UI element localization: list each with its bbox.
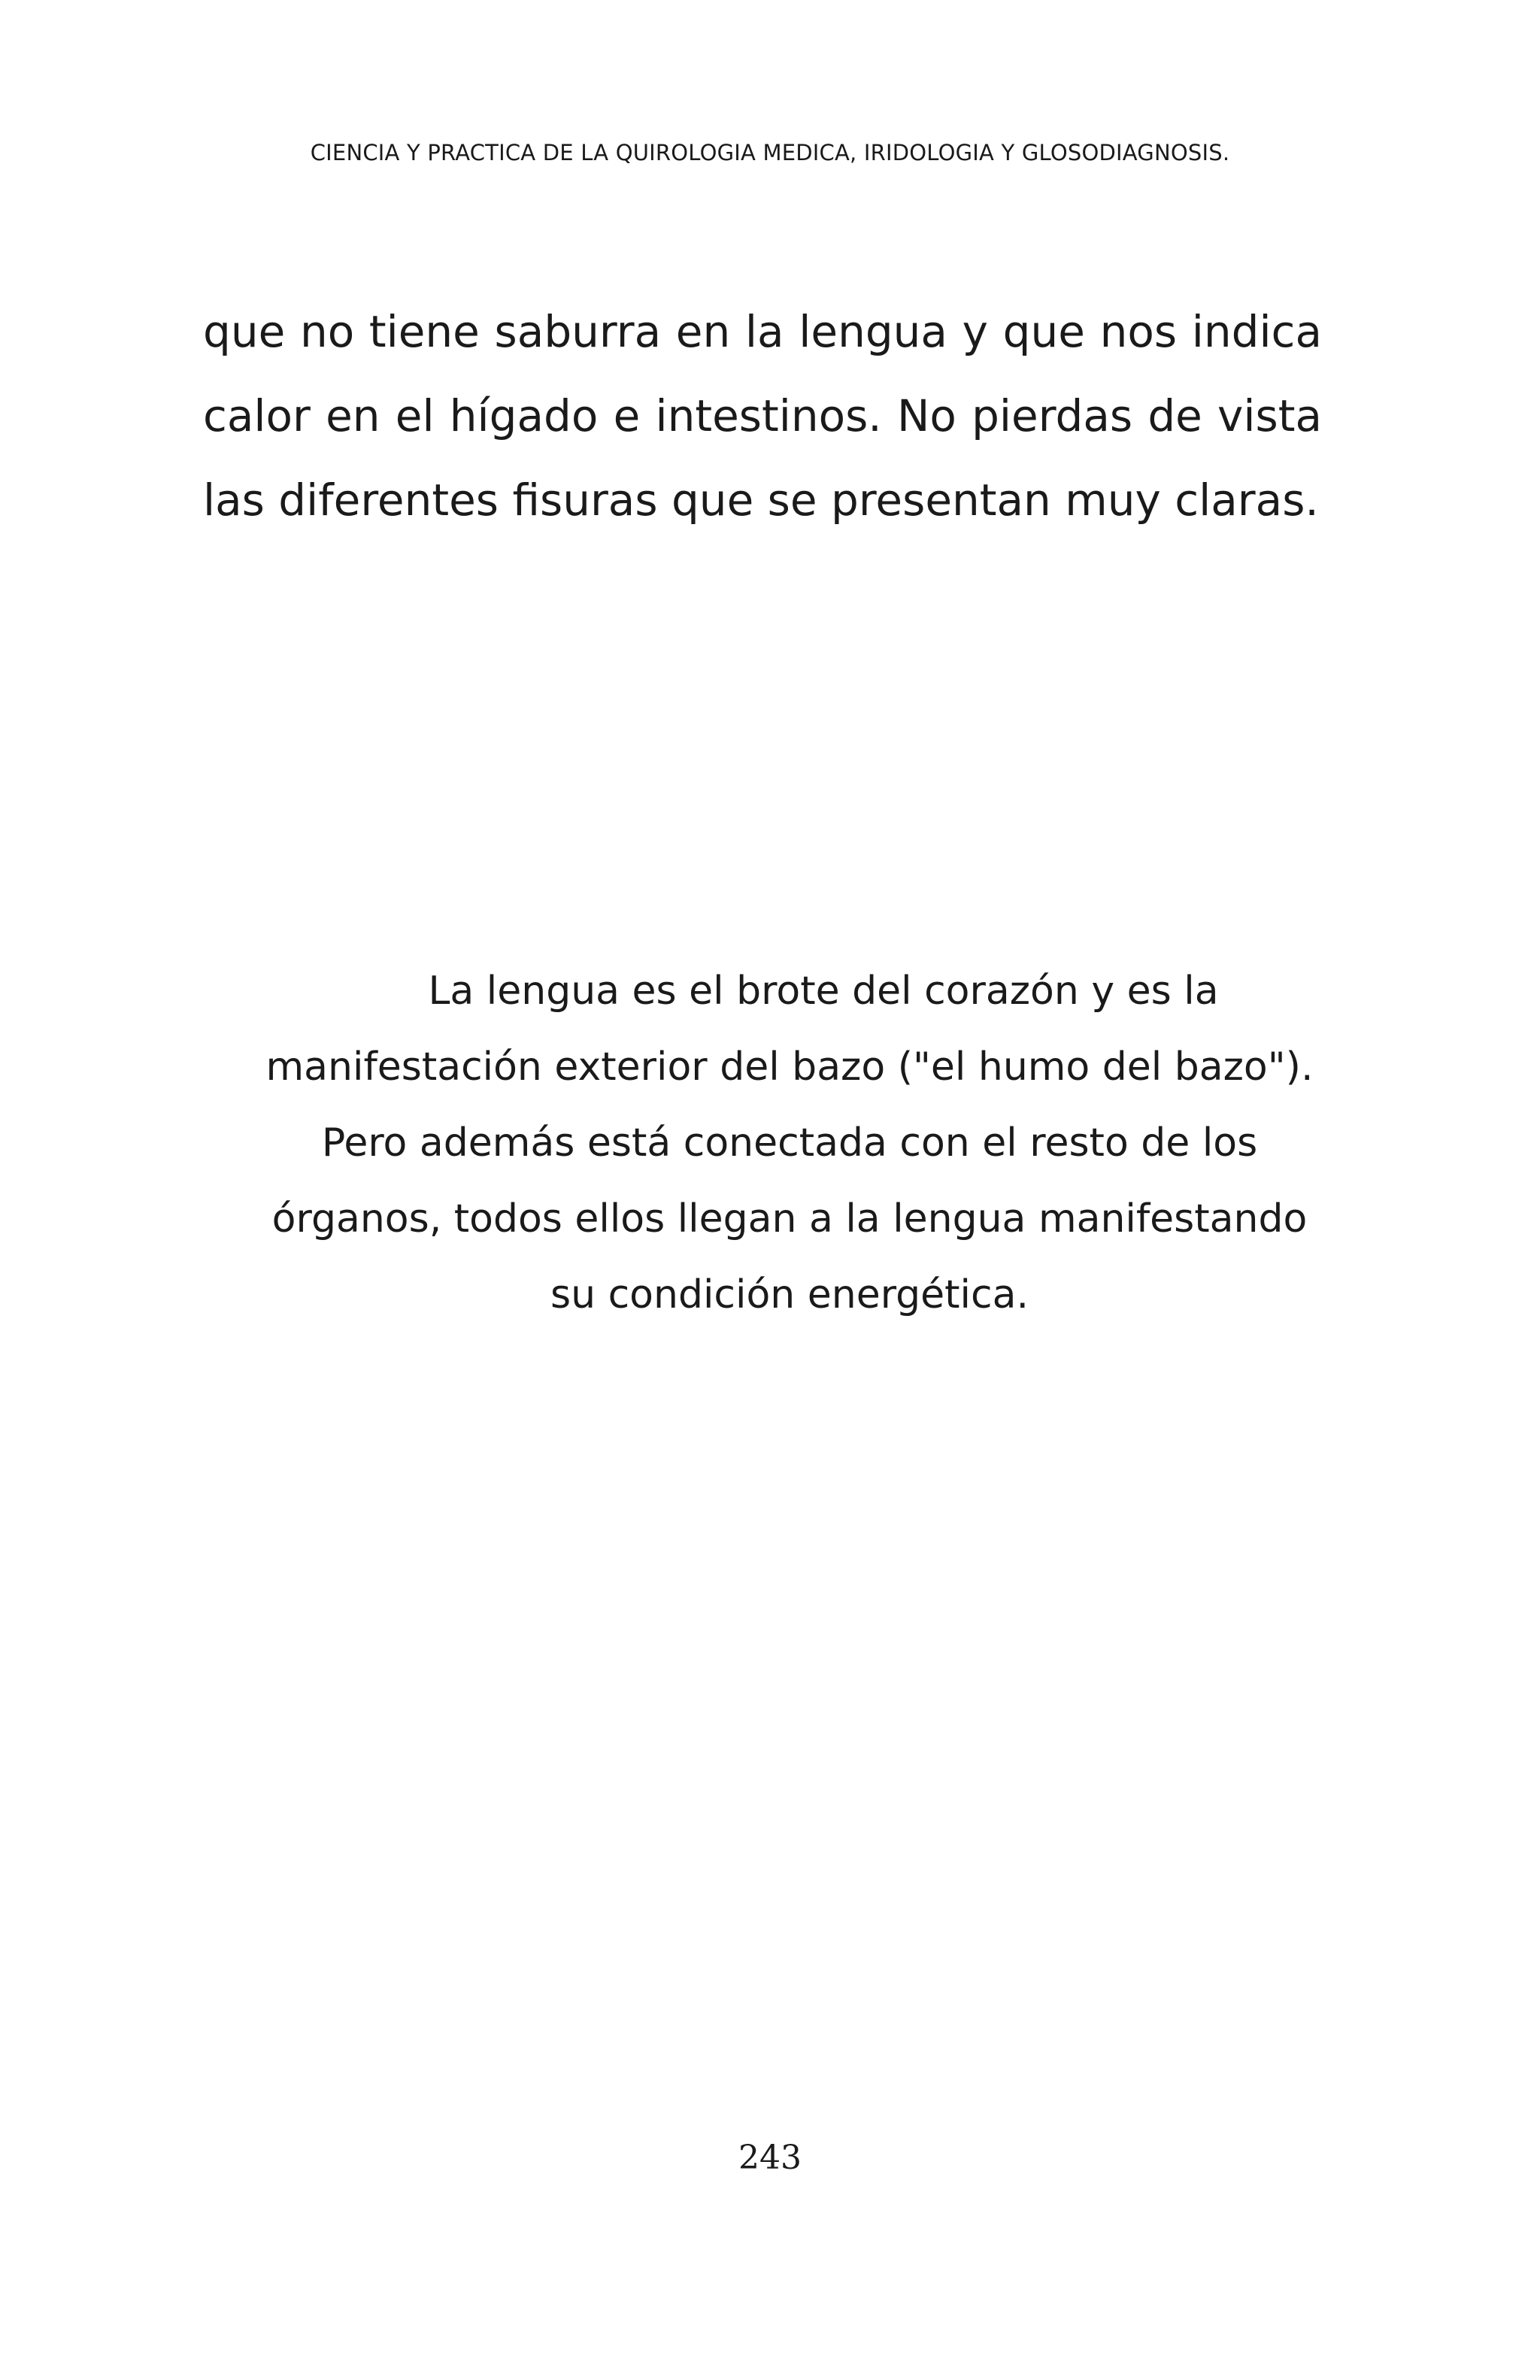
running-header: CIENCIA Y PRACTICA DE LA QUIROLOGIA MEDICA, IRIDOLOGIA Y GLOSODIAGNOSIS. [310,140,1230,165]
quote-line-5: su condición energética. [550,1272,1029,1317]
page-number: 243 [738,2139,802,2177]
quote-line-3: Pero además está conectada con el resto de los [321,1120,1258,1166]
quote-line-4: órganos, todos ellos llegan a la lengua manifestando [271,1196,1308,1242]
quote-line-2: manifestación exterior del bazo ("el humo del bazo"). [265,1044,1314,1090]
quote-block [226,954,1354,1333]
quote-line-1: La lengua es el brote del corazón y es la [428,969,1219,1014]
body-paragraph: que no tiene saburra en la lengua y que nos indica calor en el hígado e intestinos. No pierdas de vista las diferentes fisuras que se presentan muy claras. [203,306,1322,526]
